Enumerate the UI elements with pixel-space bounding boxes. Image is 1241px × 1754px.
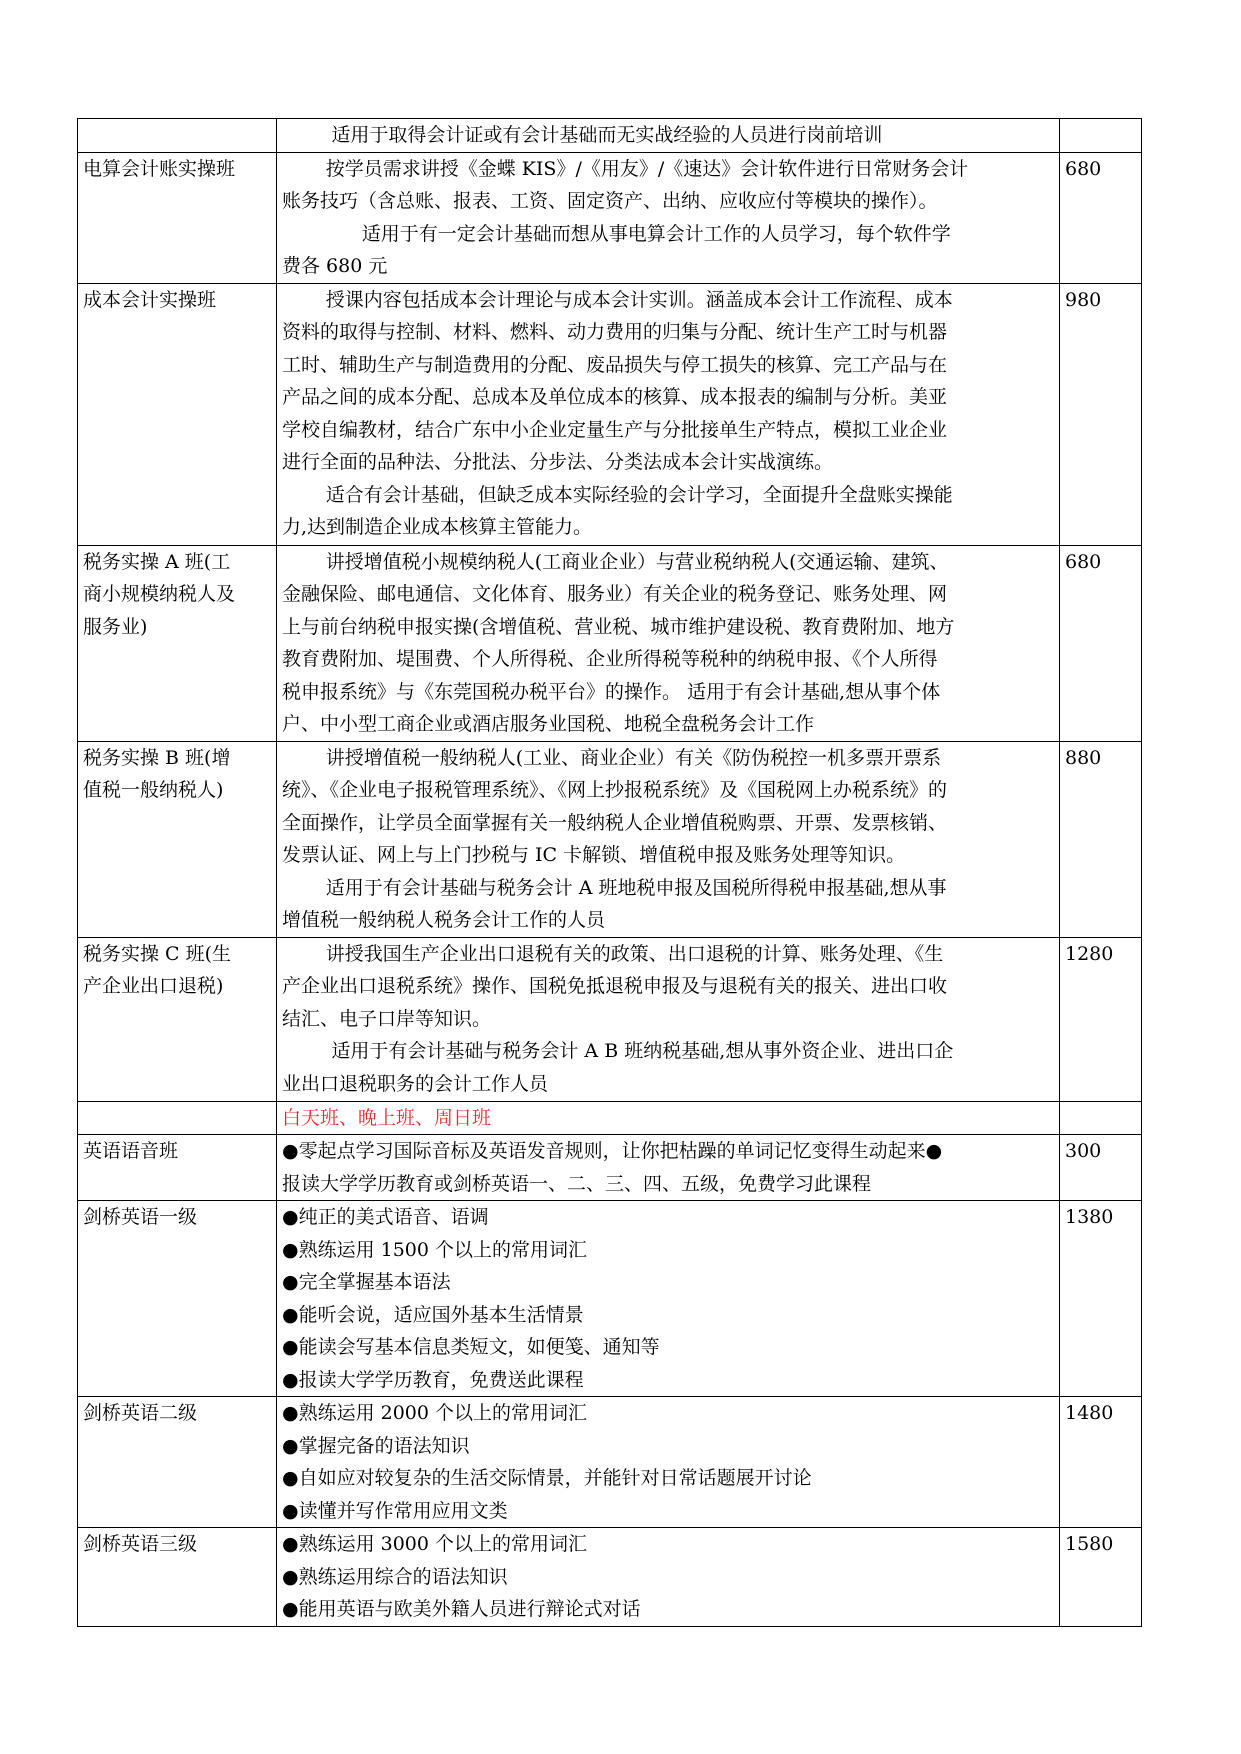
class-schedule-note: 白天班、晚上班、周日班 (282, 1106, 492, 1129)
bullet-item: ●熟练运用 2000 个以上的常用词汇 (282, 1402, 588, 1424)
table-row (78, 119, 1142, 153)
course-description-cell (277, 1201, 1060, 1397)
description-line: 适用于有一定会计基础而想从事电算会计工作的人员学习，每个软件学 (361, 222, 951, 245)
course-description-cell (277, 119, 1060, 153)
description-line: 增值税一般纳税人税务会计工作的人员 (282, 909, 606, 931)
table-row (78, 741, 1142, 937)
table-row (78, 937, 1142, 1101)
bullet-item: ●自如应对较复杂的生活交际情景，并能针对日常话题展开讨论 (282, 1467, 812, 1489)
description-line: 费各 680 元 (282, 255, 388, 277)
course-price-cell: 1280 (1060, 937, 1142, 1101)
description-line: ●零起点学习国际音标及英语发音规则，让你把枯躁的单词记忆变得生动起来● (282, 1140, 943, 1162)
description-line: 资料的取得与控制、材料、燃料、动力费用的归集与分配、统计生产工时与机器 (282, 321, 948, 343)
description-line: 产品之间的成本分配、总成本及单位成本的核算、成本报表的编制与分析。美亚 (282, 386, 948, 408)
description-line: 适合有会计基础，但缺乏成本实际经验的会计学习，全面提升全盘账实操能 (325, 483, 953, 506)
course-name-line: 剑桥英语二级 (83, 1402, 198, 1424)
course-name-cell (78, 1101, 277, 1135)
table-row (78, 1101, 1142, 1135)
course-description-cell (277, 937, 1060, 1101)
table-row (78, 152, 1142, 283)
course-description-cell (277, 545, 1060, 741)
bullet-item: ●熟练运用综合的语法知识 (282, 1565, 508, 1588)
course-price-cell: 300 (1060, 1135, 1142, 1201)
table-row (78, 283, 1142, 545)
course-description-cell (277, 1101, 1060, 1135)
course-name-cell (78, 741, 277, 937)
course-name-line: 服务业) (83, 615, 148, 638)
course-name-cell (78, 283, 277, 545)
bullet-item: ●完全掌握基本语法 (282, 1271, 451, 1293)
description-line: 上与前台纳税申报实操(含增值税、营业税、城市维护建设税、教育费附加、地方 (282, 615, 955, 638)
description-line: 业出口退税职务的会计工作人员 (282, 1072, 549, 1095)
table-row (78, 1135, 1142, 1201)
description-line: 讲授增值税一般纳税人(工业、商业企业）有关《防伪税控一机多票开票系 (325, 746, 942, 769)
bullet-item: ●掌握完备的语法知识 (282, 1434, 470, 1457)
course-name-line: 剑桥英语一级 (83, 1206, 198, 1228)
bullet-item: ●能听会说，适应国外基本生活情景 (282, 1303, 584, 1326)
course-description-cell (277, 283, 1060, 545)
description-line: 讲授我国生产企业出口退税有关的政策、出口退税的计算、账务处理、《生 (325, 942, 944, 965)
bullet-item: ●能读会写基本信息类短文，如便笺、通知等 (282, 1336, 660, 1358)
description-line: 学校自编教材，结合广东中小企业定量生产与分批接单生产特点，模拟工业企业 (282, 418, 948, 441)
description-line: 全面操作，让学员全面掌握有关一般纳税人企业增值税购票、开票、发票核销、 (282, 811, 948, 834)
description-line: 产企业出口退税系统》操作、国税免抵退税申报及与退税有关的报关、进出口收 (282, 975, 948, 997)
description-line: 适用于有会计基础与税务会计 A B 班纳税基础,想从事外资企业、进出口企 (331, 1040, 954, 1062)
course-name-line: 税务实操 C 班(生 (83, 942, 232, 965)
description-line: 讲授增值税小规模纳税人(工商业企业）与营业税纳税人(交通运输、建筑、 (325, 550, 949, 573)
course-price-cell (1060, 119, 1142, 153)
course-name-cell (78, 1135, 277, 1201)
bullet-item: ●纯正的美式语音、语调 (282, 1206, 489, 1228)
bullet-item: ●报读大学学历教育，免费送此课程 (282, 1368, 584, 1391)
table-row (78, 1528, 1142, 1627)
description-line: 力,达到制造企业成本核算主管能力。 (282, 516, 593, 538)
course-name-line: 电算会计账实操班 (83, 157, 236, 180)
course-price-cell: 1580 (1060, 1528, 1142, 1627)
course-price-cell: 680 (1060, 152, 1142, 283)
description-line: 按学员需求讲授《金蝶 KIS》/《用友》/《速达》会计软件进行日常财务会计 (325, 157, 969, 180)
description-line: 统》、《企业电子报税管理系统》、《网上抄报税系统》及《国税网上办税系统》的 (282, 779, 948, 801)
course-price-cell: 680 (1060, 545, 1142, 741)
course-name-line: 产企业出口退税) (83, 975, 224, 997)
course-name-line: 英语语音班 (83, 1140, 179, 1162)
course-name-cell (78, 152, 277, 283)
course-description-cell (277, 1135, 1060, 1201)
course-price-cell: 1380 (1060, 1201, 1142, 1397)
description-line: 教育费附加、堤围费、个人所得税、企业所得税等税种的纳税申报、《个人所得 (282, 648, 938, 670)
description-line: 税申报系统》与《东莞国税办税平台》的操作。 适用于有会计基础,想从事个体 (282, 680, 941, 703)
course-price-cell (1060, 1101, 1142, 1135)
description-line: 适用于有会计基础与税务会计 A 班地税申报及国税所得税申报基础,想从事 (325, 876, 947, 899)
bullet-item: ●能用英语与欧美外籍人员进行辩论式对话 (282, 1598, 641, 1620)
course-name-cell (78, 545, 277, 741)
course-name-line: 成本会计实操班 (83, 288, 217, 311)
course-description-cell (277, 1397, 1060, 1528)
description-line: 金融保险、邮电通信、文化体育、服务业）有关企业的税务登记、账务处理、网 (282, 583, 948, 605)
course-description-cell (277, 1528, 1060, 1627)
description-line: 账务技巧（含总账、报表、工资、固定资产、出纳、应收应付等模块的操作）。 (282, 190, 938, 212)
table-row (78, 1397, 1142, 1528)
description-line: 适用于取得会计证或有会计基础而无实战经验的人员进行岗前培训 (331, 124, 883, 146)
bullet-item: ●熟练运用 3000 个以上的常用词汇 (282, 1533, 588, 1555)
course-name-line: 剑桥英语三级 (83, 1533, 198, 1555)
course-description-cell (277, 741, 1060, 937)
course-price-cell: 1480 (1060, 1397, 1142, 1528)
course-name-line: 值税一般纳税人) (83, 779, 224, 801)
description-line: 授课内容包括成本会计理论与成本会计实训。涵盖成本会计工作流程、成本 (325, 288, 953, 311)
description-line: 结汇、电子口岸等知识。 (282, 1007, 492, 1030)
course-name-line: 税务实操 B 班(增 (83, 746, 231, 769)
description-line: 工时、辅助生产与制造费用的分配、废品损失与停工损失的核算、完工产品与在 (282, 353, 948, 376)
course-description-cell (277, 152, 1060, 283)
course-name-cell (78, 1397, 277, 1528)
description-line: 报读大学学历教育或剑桥英语一、二、三、四、五级，免费学习此课程 (282, 1172, 872, 1195)
course-price-cell: 980 (1060, 283, 1142, 545)
description-line: 户、中小型工商企业或酒店服务业国税、地税全盘税务会计工作 (282, 713, 815, 735)
course-name-cell (78, 1528, 277, 1627)
table-row (78, 1201, 1142, 1397)
course-table (77, 118, 1142, 1627)
course-name-line: 税务实操 A 班(工 (83, 550, 231, 573)
bullet-item: ●读懂并写作常用应用文类 (282, 1499, 508, 1522)
course-name-line: 商小规模纳税人及 (83, 583, 236, 605)
table-row (78, 545, 1142, 741)
description-line: 发票认证、网上与上门抄税与 IC 卡解锁、增值税申报及账务处理等知识。 (282, 844, 906, 866)
course-name-cell (78, 1201, 277, 1397)
course-name-cell (78, 937, 277, 1101)
description-line: 进行全面的品种法、分批法、分步法、分类法成本会计实战演练。 (282, 451, 834, 473)
course-price-cell: 880 (1060, 741, 1142, 937)
course-name-cell (78, 119, 277, 153)
bullet-item: ●熟练运用 1500 个以上的常用词汇 (282, 1238, 588, 1261)
